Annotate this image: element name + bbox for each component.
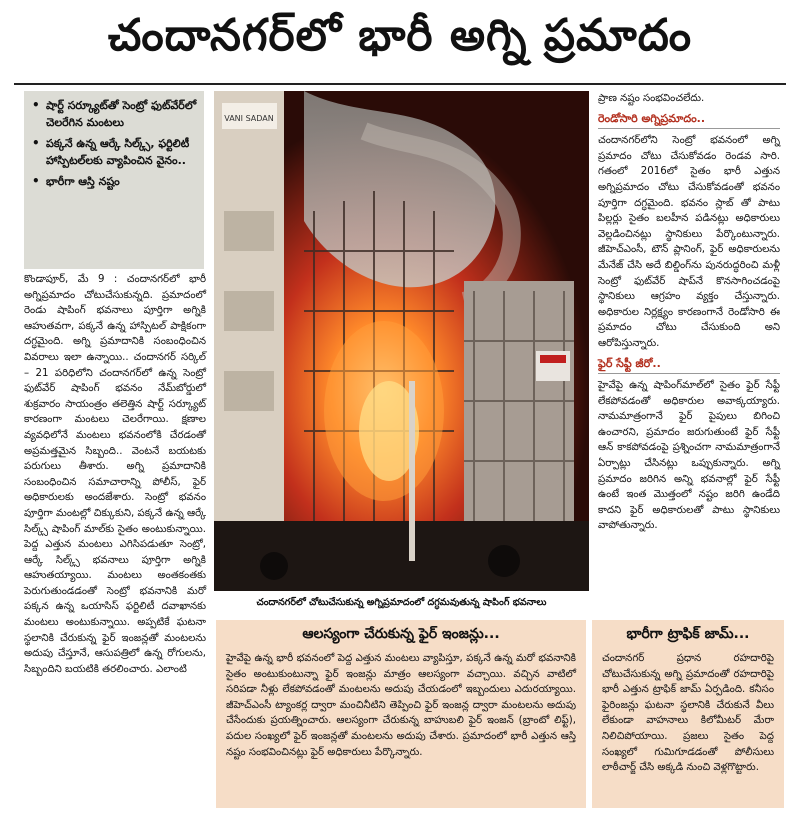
box-title-late-engines: ఆలస్యంగా చేరుకున్న ఫైర్‌ ఇంజన్లు... (302, 626, 500, 642)
right-column (598, 91, 780, 534)
bullet-icon: • (32, 174, 40, 188)
subhead-fire-safety: ఫైర్‌ సేఫ్టీ జీరో.. (598, 356, 780, 375)
highlight-item: • షార్ట్‌ సర్క్యూట్‌తో సెంట్రో ఫుట్‌వేర్‌లో చెలరేగిన మంటలు (32, 98, 197, 129)
highlight-item: • పక్కనే ఉన్న ఆర్కే సిల్క్స్‌, ఫర్టిలిటీ హాస్పిటల్‌లకు వ్యాపించిన వైనం.. (32, 136, 190, 167)
page-headline: చందానగర్‌లో భారీ అగ్ని ప్రమాదం (107, 10, 693, 61)
right-para-2: హైవేపై ఉన్న షాపింగ్‌మాల్‌లో సైతం ఫైర్‌ సేఫ్టీ లేకపోవడంతో అధికారుల అవాక్కయ్యారు. నామమాత్రంగానే ఫైర్‌ పైపులు బిగించి ఉంచారని, ప్రమాదం జరుగుతుంటే ఫైర్‌ సేఫ్టీ ఆన్‌ కాకపోవడంపై ప్రశ్నించగా నామమాత్రంగానే ఏర్పాట్లు చేసినట్లు ఒప్పుకున్నారు. అగ్ని ప్రమాదం జరిగిన అన్ని భవనాల్లో ఫైర్‌ సేఫ్టీ ఉంటే ఇంత మొత్తంలో నష్టం జరిగి ఉండేది కాదని ఫైర్‌ అధికారులతో పాటు స్థానికులు వాపోతున్నారు. (598, 380, 780, 532)
box-text-late-engines: హైవేపై ఉన్న భారీ భవనంలో పెద్ద ఎత్తున మంటలు వ్యాపిస్తూ, పక్కనే ఉన్న మరో భవనానికి సైతం అంటుకుంటున్నా ఫైర్‌ ఇంజన్లు మాత్రం ఆలస్యంగా వచ్చాయి. వచ్చిన వాటిలో సరిపడా నీళ్లు లేకపోవడంతో మంటలను అదుపు చేయడంలో ఇబ్బందులు ఎదురయ్యాయి. జీహెచ్‌ఎంసీ ట్యాంకర్ల ద్వారా మంచినీటిని తెప్పించి ఫైర్‌ ఇంజన్ల ద్వారా మంటలను అదుపు చేసేందుకు ప్రయత్నించారు. ఆలస్యంగా చేరుకున్న బాహుబలి ఫైర్‌ ఇంజన్‌ (బ్రాంటో లిఫ్ట్‌), పదుల సంఖ్యలో ఫైర్‌ ఇంజన్లతో మంటలను అదుపు చేశారు. ప్రమాదంలో భారీ ఎత్తున ఆస్తి నష్టం సంభవించినట్లు ఫైర్‌ అధికారులు పేర్కొన్నారు. (226, 653, 576, 758)
fire-photo-illustration (214, 91, 589, 591)
photo-caption: చందానగర్‌లో చోటుచేసుకున్న అగ్నిప్రమాదంలో దగ్ధమవుతున్న షాపింగ్‌ భవనాలు (256, 596, 547, 608)
box-title-traffic: భారీగా ట్రాఫిక్‌ జామ్‌... (626, 626, 750, 642)
highlights-box (24, 91, 204, 269)
bullet-icon: • (32, 98, 40, 112)
highlight-item: • భారీగా ఆస్తి నష్టం (32, 174, 120, 188)
right-intro: ప్రాణ నష్టం సంభవించలేదు. (598, 93, 705, 104)
subhead-second-fire: రెండోసారి అగ్నిప్రమాదం.. (598, 111, 780, 130)
lead-paragraph: కొండాపూర్‌, మే 9 : చందానగర్‌లో భారీ అగ్నిప్రమాదం చోటుచేసుకున్నది. ప్రమాదంలో రెండు షాపింగ్‌ భవనాలు పూర్తిగా అగ్నికి ఆహుతవగా, పక్కనే ఉన్న హాస్పిటల్‌ పాక్షికంగా దగ్ధమైంది. అగ్ని ప్రమాదానికి సంబంధించిన వివరాలు ఇలా ఉన్నాయి.. చందానగర్‌ సర్కిల్‌ – 21 పరిధిలోని చందానగర్‌లో ఉన్న సెంట్రో ఫుట్‌వేర్‌ షాపింగ్‌ భవనం నేమ్‌బోర్డులో శుక్రవారం సాయంత్రం తలెత్తిన షార్ట్‌ సర్క్యూట్‌ కారణంగా మంటలు చెలరేగాయి. క్షణాల వ్యవధిలోనే మంటలు భవనంలోకి చేరడంతో అప్రమత్తమైన సిబ్బంది.. వెంటనే బయటకు పరుగులు తీశారు. అగ్ని ప్రమాదానికి సంబంధించిన సమాచారాన్ని పోలీస్‌, ఫైర్‌ అధికారులకు అందజేశారు. సెంట్రో భవనం పూర్తిగా మంటల్లో చిక్కుకుని, పక్కనే ఉన్న ఆర్కే సిల్క్స్‌ షాపింగ్‌ మాల్‌కు సైతం అంటుకున్నాయి. పెద్ద ఎత్తున మంటలు ఎగిసిపడుతూ సెంట్రో, ఆర్కే సిల్క్స్‌ భవనాలు పూర్తిగా అగ్నికి ఆహుతయ్యాయి. మంటలు అంతకంతకు పెరుగుతుండడంతో సెంట్రో భవనానికి మరో పక్కన ఉన్న ఒయాసిస్‌ ఫర్టిలిటీ దవాఖానకు మంటలు అంటుకున్నాయి. అప్పటికే ఘటనా స్థలానికి చేరుకున్న ఫైర్‌ ఇంజన్లతో మంటలను అదుపు చేస్తూనే, ఆసుపత్రిలో ఉన్న రోగులను, సిబ్బందిని బయటికి తరలించారు. ఎలాంటి (24, 274, 206, 675)
box-text-traffic: చందానగర్‌ ప్రధాన రహదారిపై చోటుచేసుకున్న అగ్ని ప్రమాదంతో రహదారిపై భారీ ఎత్తున ట్రాఫిక్‌ జామ్‌ ఏర్పడింది. కనీసం ఫైరింజన్లు ఘటనా స్థలానికి చేరుకునే వీలు లేకుండా వాహనాలు కిలోమీటర్‌ మేరా నిలిచిపోయాయి. ప్రజలు సైతం పెద్ద సంఖ్యలో గుమిగూడడంతో పోలీసులు లాఠీచార్జ్‌ చేసి అక్కడి నుంచి వెళ్లగొట్టారు. (602, 653, 774, 774)
headline-rule (14, 83, 786, 85)
traffic-jam-box (592, 620, 784, 808)
right-para-1: చందానగర్‌లోని సెంట్రో భవనంలో అగ్ని ప్రమాదం చోటు చేసుకోవడం రెండవ సారి. గతంలో 2016లో సైతం భారీ ఎత్తున అగ్నిప్రమాదం చోటు చేసుకోవడంతో భవనం పూర్తిగా దగ్ధమైంది. భవనం స్లాబ్‌ తో పాటు పిల్లర్లు సైతం బలహీన పడినట్లు అధికారులు వెల్లడించినట్లు స్థానికులు పేర్కొంటున్నారు. జీహెచ్‌ఎంసీ, టౌన్‌ ప్లానింగ్‌, ఫైర్‌ అధికారులను మేనేజ్‌ చేసి అదే బిల్డింగ్‌ను పునరుద్ధరించి మళ్లీ సెంట్రో ఫుట్‌వేర్‌ షాప్‌నే కొనసాగించడంపై స్థానికులు ఆగ్రహం వ్యక్తం చేస్తున్నారు. అధికారుల నిర్లక్ష్యం కారణంగానే రెండోసారి ఈ ప్రమాదం చోటు చేసుకుంది అని ఆరోపిస్తున్నారు. (598, 135, 780, 349)
fire-photo (214, 91, 589, 591)
bullet-icon: • (32, 136, 40, 150)
late-fire-engines-box (216, 620, 586, 808)
building-sign: VANI SADAN (224, 114, 274, 123)
